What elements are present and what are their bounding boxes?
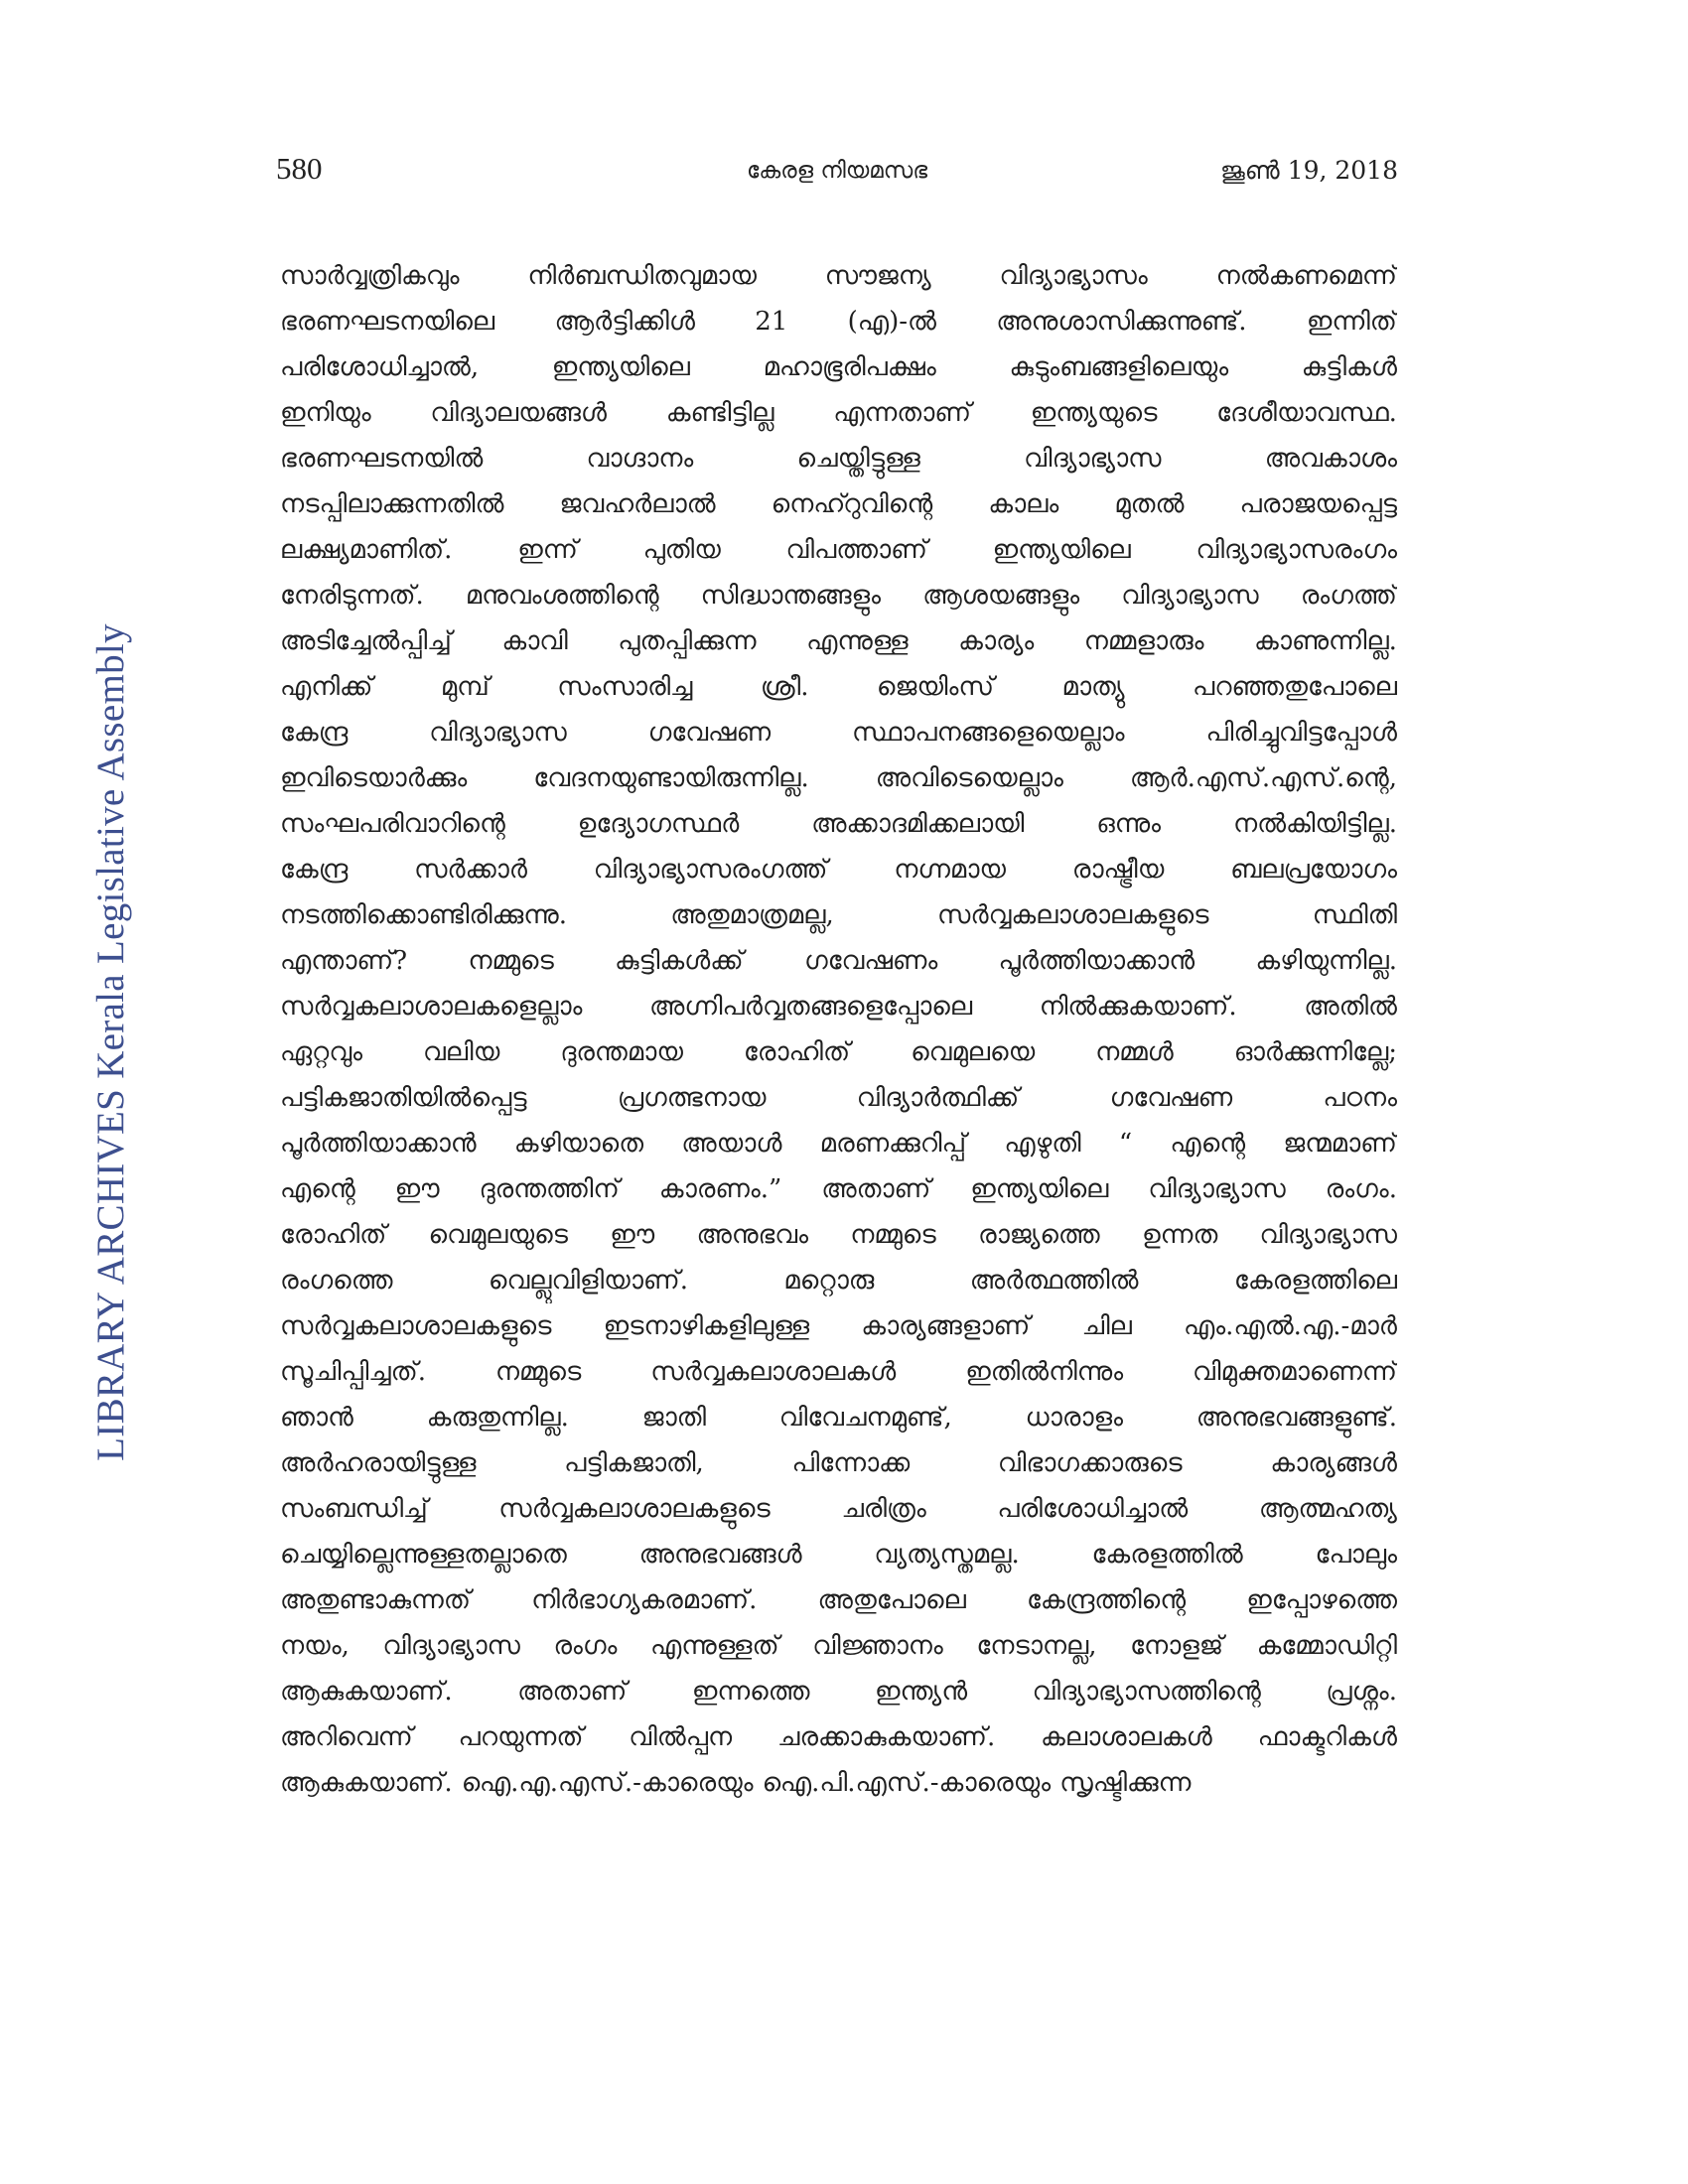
body-word: എന്റെ	[1170, 1129, 1246, 1159]
body-word: വിദ്യാർത്ഥിക്ക്	[856, 1083, 1020, 1113]
body-word: വിദ്യാഭ്യാസ	[1024, 444, 1162, 474]
body-line	[280, 847, 1397, 892]
body-word: അതാണ്	[517, 1677, 628, 1706]
body-word: വേദനയുണ്ടായിരുന്നില്ല.	[533, 763, 809, 793]
body-word: നേരിടുന്നത്.	[280, 581, 424, 611]
body-word: കേരളത്തിൽ	[1091, 1540, 1243, 1570]
body-word: അനുഭവങ്ങളുണ്ട്.	[1196, 1403, 1397, 1433]
body-word: കാണുന്നില്ല.	[1254, 626, 1397, 656]
body-word: 21	[755, 307, 788, 337]
body-word: കേന്ദ്ര	[280, 855, 349, 885]
body-word: ദുരന്തമായ	[560, 1037, 683, 1067]
body-word: സർവ്വകലാശാലകളെല്ലാം	[280, 992, 583, 1022]
body-line	[280, 1623, 1397, 1669]
body-word: എന്നുള്ളത്	[649, 1631, 779, 1661]
body-word: രംഗം.	[1325, 1174, 1397, 1204]
body-word: കമ്മോഡിറ്റി	[1256, 1631, 1397, 1661]
body-word: സാർവ്വത്രികവും	[280, 261, 460, 291]
body-word: വിഭാഗക്കാരുടെ	[997, 1448, 1183, 1478]
body-word: നമ്മളാരും	[1083, 626, 1204, 656]
body-word: അതുപോലെ	[817, 1585, 966, 1615]
body-word: അറിവെന്ന്	[280, 1722, 413, 1752]
body-word: ആർ.എസ്.എസ്.ന്റെ,	[1129, 763, 1397, 793]
body-word: സ്ഥാപനങ്ങളെയെല്ലാം	[852, 718, 1125, 748]
body-word: വാഗ്ദാനം	[586, 444, 694, 474]
body-word: നമ്മുടെ	[494, 1357, 582, 1387]
body-word: പിന്നോക്ക	[791, 1448, 911, 1478]
body-word: നിർബന്ധിതവുമായ	[527, 261, 757, 291]
running-title: കേരള നിയമസഭ	[746, 158, 928, 184]
body-line	[280, 1486, 1397, 1532]
body-word: നടപ്പിലാക്കുന്നതിൽ	[280, 489, 504, 519]
body-line	[280, 1075, 1397, 1121]
body-word: ആകുകയാണ്.	[280, 1768, 453, 1798]
body-word: നമ്മൾ	[1095, 1037, 1174, 1067]
body-word: ഐ.എ.എസ്.-കാരെയും	[461, 1768, 754, 1798]
body-word: അക്കാദമിക്കലായി	[811, 809, 1025, 839]
body-word: ഫാക്ടറികൾ	[1257, 1722, 1397, 1752]
body-word: അതുണ്ടാകുന്നത്	[280, 1585, 471, 1615]
body-word: ചെയ്യില്ലെന്നുള്ളതല്ലാതെ	[280, 1540, 567, 1570]
body-word: ഇന്ത്യൻ	[875, 1677, 968, 1706]
body-word: നടത്തിക്കൊണ്ടിരിക്കുന്നു.	[280, 900, 567, 930]
body-word: പൂർത്തിയാക്കാൻ	[998, 946, 1196, 976]
body-word: ഇന്ത്യയിലെ	[970, 1174, 1109, 1204]
body-word: ജെയിംസ്	[876, 672, 995, 702]
body-word: രോഹിത്	[280, 1220, 387, 1250]
body-word: അയാൾ	[681, 1129, 782, 1159]
body-line	[280, 664, 1397, 710]
body-word: കാര്യം	[958, 626, 1035, 656]
body-word: ഇന്ത്യയിലെ	[551, 352, 690, 382]
body-word: രംഗം	[553, 1631, 618, 1661]
body-word: സംസാരിച്ച	[557, 672, 693, 702]
body-word: ഇന്ത്യയിലെ	[992, 535, 1131, 565]
body-line	[280, 253, 1397, 299]
body-word: ഇന്ന്	[517, 535, 578, 565]
body-word: വിമുക്തമാണെന്ന്	[1193, 1357, 1397, 1387]
body-word: കാവി	[501, 626, 568, 656]
body-word: സംഘപരിവാറിന്റെ	[280, 809, 505, 839]
body-word: കണ്ടിട്ടില്ല	[665, 398, 774, 428]
body-word: വിപത്താണ്	[785, 535, 927, 565]
body-word: ആശയങ്ങളും	[922, 581, 1080, 611]
body-line	[280, 1349, 1397, 1395]
body-word: ജന്മമാണ്	[1283, 1129, 1397, 1159]
body-word: വിദ്യാഭ്യാസ	[1148, 1174, 1286, 1204]
body-word: ഞാൻ	[280, 1403, 353, 1433]
body-word: ഇപ്പോഴത്തെ	[1246, 1585, 1397, 1615]
body-word: രാഷ്ട്രീയ	[1071, 855, 1165, 885]
body-word: കുട്ടികൾ	[1301, 352, 1397, 382]
body-word: സർവ്വകലാശാലകളുടെ	[280, 1311, 552, 1341]
body-word: സൗജന്യ	[824, 261, 931, 291]
body-word: അർത്ഥത്തിൽ	[969, 1266, 1139, 1296]
page-number: 580	[276, 151, 323, 186]
body-word: അഗ്നിപർവ്വതങ്ങളെപ്പോലെ	[648, 992, 973, 1022]
body-word: പോലും	[1315, 1540, 1397, 1570]
body-word: എന്നുള്ള	[806, 626, 909, 656]
body-word: മുമ്പ്	[440, 672, 490, 702]
body-word: കാരണം.”	[658, 1174, 782, 1204]
body-word: വിദ്യാഭ്യാസ	[1259, 1220, 1397, 1250]
body-word: പുതപ്പിക്കുന്ന	[618, 626, 757, 656]
body-word: വിൽപ്പന	[629, 1722, 733, 1752]
body-word: ചരിത്രം	[841, 1494, 926, 1524]
body-line	[280, 1121, 1397, 1166]
body-word: അനുഭവം	[696, 1220, 808, 1250]
body-word: സർവ്വകലാശാലകൾ	[650, 1357, 897, 1387]
body-word: അനുശാസിക്കുന്നുണ്ട്.	[996, 307, 1247, 337]
body-word: നിർഭാഗ്യകരമാണ്.	[531, 1585, 758, 1615]
body-word: ജാതി	[641, 1403, 707, 1433]
body-word: നെഹ്റുവിന്റെ	[771, 489, 933, 519]
body-word: പ്രശ്നം.	[1326, 1677, 1397, 1706]
body-word: സർവ്വകലാശാലകളുടെ	[498, 1494, 771, 1524]
body-word: രോഹിത്	[743, 1037, 851, 1067]
body-word: ഇനിയും	[280, 398, 371, 428]
body-word: ഇതിൽനിന്നും	[965, 1357, 1124, 1387]
body-word: കേന്ദ്ര	[280, 718, 349, 748]
body-word: വിദ്യാലയങ്ങൾ	[430, 398, 608, 428]
header-date: ജൂൺ 19, 2018	[1219, 156, 1398, 185]
body-word: കേന്ദ്രത്തിന്റെ	[1027, 1585, 1187, 1615]
body-word: ഉദ്യോഗസ്ഥർ	[577, 809, 740, 839]
body-word: എന്നതാണ്	[833, 398, 972, 428]
body-word: പരിശോധിച്ചാൽ	[997, 1494, 1189, 1524]
body-word: വിദ്യാഭ്യാസം	[999, 261, 1148, 291]
body-word: പരിശോധിച്ചാൽ,	[280, 352, 480, 382]
body-word: പൂർത്തിയാക്കാൻ	[280, 1129, 477, 1159]
body-word: ആകുകയാണ്.	[280, 1677, 453, 1706]
body-line	[280, 984, 1397, 1029]
body-word: ഗവേഷണം	[803, 946, 938, 976]
body-word: സർക്കാർ	[414, 855, 527, 885]
body-word: നൽകിയിട്ടില്ല.	[1232, 809, 1397, 839]
body-word: മറ്റൊരു	[783, 1266, 875, 1296]
body-word: ഭരണഘടനയിൽ	[280, 444, 484, 474]
body-word: കഴിയുന്നില്ല.	[1255, 946, 1397, 976]
body-line	[280, 1212, 1397, 1258]
body-word: വെമുലയെ	[911, 1037, 1036, 1067]
body-line	[280, 1395, 1397, 1440]
body-word: വിജ്ഞാനം	[812, 1631, 943, 1661]
body-word: വിദ്യാഭ്യാസരംഗം	[1196, 535, 1397, 565]
body-word: നോളജ്	[1130, 1631, 1224, 1661]
body-word: ചില	[1081, 1311, 1132, 1341]
body-word: ഉന്നത	[1141, 1220, 1218, 1250]
body-word: ജവഹർലാൽ	[559, 489, 716, 519]
body-word: സർവ്വകലാശാലകളുടെ	[937, 900, 1209, 930]
body-line	[280, 573, 1397, 618]
body-word: എന്റെ	[280, 1174, 355, 1204]
body-word: ചരക്കാകുകയാണ്.	[776, 1722, 996, 1752]
body-word: നമ്മുടെ	[468, 946, 554, 976]
body-word: മുതൽ	[1114, 489, 1185, 519]
body-word: ദുരന്തത്തിന്	[479, 1174, 620, 1204]
body-word: പറയുന്നത്	[458, 1722, 584, 1752]
body-word: അർഹരായിട്ടുള്ള	[280, 1448, 477, 1478]
body-word: ഒന്നും	[1096, 809, 1162, 839]
body-word: കേരളത്തിലെ	[1233, 1266, 1397, 1296]
body-line	[280, 344, 1397, 390]
page-header	[276, 149, 1398, 199]
body-word: പ്രഗത്ഭനായ	[617, 1083, 767, 1113]
body-line	[280, 801, 1397, 847]
body-word: ബലപ്രയോഗം	[1230, 855, 1397, 885]
body-word: പട്ടികജാതിയിൽപ്പെട്ട	[280, 1083, 527, 1113]
body-word: ആത്മഹത്യ	[1258, 1494, 1397, 1524]
body-line	[280, 1577, 1397, 1623]
body-word: എം.എൽ.എ.-മാർ	[1184, 1311, 1397, 1341]
body-word: രംഗത്ത്	[1300, 581, 1397, 611]
body-word: മനുവംശത്തിന്റെ	[465, 581, 659, 611]
body-word: വിദ്യാഭ്യാസ	[429, 718, 567, 748]
body-line	[280, 1669, 1397, 1714]
body-word: സിദ്ധാന്തങ്ങളും	[700, 581, 882, 611]
body-word: വിദ്യാഭ്യാസ	[1121, 581, 1259, 611]
body-word: ഇന്നിത്	[1306, 307, 1397, 337]
body-word: നൽകണമെന്ന്	[1215, 261, 1397, 291]
body-line	[280, 299, 1397, 344]
body-word: കുട്ടികൾക്ക്	[615, 946, 744, 976]
body-word: “	[1118, 1129, 1133, 1159]
body-line	[280, 436, 1397, 481]
body-word: സൃഷ്ടിക്കുന്ന	[1059, 1768, 1192, 1798]
body-word: സൂചിപ്പിച്ചത്.	[280, 1357, 426, 1387]
body-line	[280, 710, 1397, 755]
body-word: ദേശീയാവസ്ഥ.	[1216, 398, 1397, 428]
body-word: ഓർക്കുന്നില്ലേ;	[1233, 1037, 1397, 1067]
body-line	[280, 1166, 1397, 1212]
body-word: പറഞ്ഞതുപോലെ	[1192, 672, 1397, 702]
body-word: ചെയ്തിട്ടുള്ള	[796, 444, 920, 474]
body-word: ലക്ഷ്യമാണിത്.	[280, 535, 453, 565]
body-line	[280, 1532, 1397, 1577]
body-word: ഇവിടെയാർക്കും	[280, 763, 468, 793]
body-line	[280, 938, 1397, 984]
body-word: കഴിയാതെ	[513, 1129, 644, 1159]
body-line	[280, 1303, 1397, 1349]
body-word: മഹാഭൂരിപക്ഷം	[763, 352, 936, 382]
body-word: ഭരണഘടനയിലെ	[280, 307, 495, 337]
body-word: രാജ്യത്തെ	[977, 1220, 1100, 1250]
body-word: ഈ	[610, 1220, 655, 1250]
body-word: ഈ	[394, 1174, 440, 1204]
body-word: ധാരാളം	[1025, 1403, 1123, 1433]
body-word: നിൽക്കുകയാണ്.	[1039, 992, 1237, 1022]
body-word: പുതിയ	[642, 535, 721, 565]
body-word: നയം,	[280, 1631, 350, 1661]
body-word: കാര്യങ്ങളാണ്	[861, 1311, 1031, 1341]
body-line	[280, 1440, 1397, 1486]
body-word: ഗവേഷണ	[647, 718, 772, 748]
body-word: ഇന്ത്യയുടെ	[1030, 398, 1158, 428]
body-line	[280, 390, 1397, 436]
body-word: എന്താണ്?	[280, 946, 408, 976]
body-word: വിദ്യാഭ്യാസരംഗത്ത്	[593, 855, 828, 885]
body-word: ആർട്ടിക്കിൾ	[554, 307, 695, 337]
body-word: അതാണ്	[821, 1174, 931, 1204]
body-word: അടിച്ചേൽപ്പിച്ച്	[280, 626, 452, 656]
body-word: വിദ്യാഭ്യാസത്തിന്റെ	[1032, 1677, 1261, 1706]
body-word: പിരിച്ചുവിട്ടപ്പോൾ	[1205, 718, 1397, 748]
body-word: കാര്യങ്ങൾ	[1270, 1448, 1397, 1478]
body-line	[280, 755, 1397, 801]
body-word: വെല്ലുവിളിയാണ്.	[488, 1266, 688, 1296]
body-word: പട്ടികജാതി,	[564, 1448, 704, 1478]
body-word: ഇന്നത്തെ	[691, 1677, 810, 1706]
body-word: പരാജയപ്പെട്ട	[1239, 489, 1397, 519]
body-line	[280, 481, 1397, 527]
body-word: അനുഭവങ്ങൾ	[638, 1540, 802, 1570]
body-line	[280, 892, 1397, 938]
body-word: കാലം	[988, 489, 1059, 519]
body-line	[280, 1029, 1397, 1075]
body-word: കരുതുന്നില്ല.	[426, 1403, 569, 1433]
body-line	[280, 527, 1397, 573]
body-word: (എ)-ൽ	[847, 307, 936, 337]
body-word: മരണക്കുറിപ്പ്	[819, 1129, 967, 1159]
body-line	[280, 618, 1397, 664]
body-word: അവകാശം	[1264, 444, 1397, 474]
body-word: ശ്രീ.	[760, 672, 809, 702]
body-word: അതുമാത്രമല്ല,	[670, 900, 834, 930]
body-word: സ്ഥിതി	[1312, 900, 1397, 930]
body-word: അവിടെയെല്ലാം	[875, 763, 1063, 793]
body-word: സംബന്ധിച്ച്	[280, 1494, 428, 1524]
body-word: നേടാനല്ല,	[976, 1631, 1097, 1661]
body-word: കലാശാലകൾ	[1041, 1722, 1212, 1752]
body-word: മാത്യു	[1061, 672, 1125, 702]
body-word: ഏറ്റവും	[280, 1037, 363, 1067]
body-line	[280, 1258, 1397, 1303]
body-word: വലിയ	[423, 1037, 500, 1067]
body-word: വ്യത്യസ്തമല്ല.	[874, 1540, 1020, 1570]
body-word: വിവേചനമുണ്ട്,	[778, 1403, 952, 1433]
body-word: ഗവേഷണ	[1109, 1083, 1233, 1113]
body-line	[280, 1714, 1397, 1760]
body-word: എഴുതി	[1004, 1129, 1081, 1159]
archive-watermark: LIBRARY ARCHIVES Kerala Legislative Assembly	[89, 623, 132, 1461]
body-word: നഗ്നമായ	[894, 855, 1006, 885]
body-word: കുടുംബങ്ങളിലെയും	[1009, 352, 1229, 382]
body-word: ഐ.പി.എസ്.-കാരെയും	[762, 1768, 1052, 1798]
body-line	[280, 1760, 1397, 1806]
body-word: എനിക്ക്	[280, 672, 373, 702]
body-word: അതിൽ	[1304, 992, 1397, 1022]
body-word: രംഗത്തെ	[280, 1266, 393, 1296]
body-word: ഇടനാഴികളിലുള്ള	[603, 1311, 810, 1341]
body-word: വിദ്യാഭ്യാസ	[382, 1631, 520, 1661]
body-word: നമ്മുടെ	[850, 1220, 936, 1250]
body-word: വെമുലയുടെ	[428, 1220, 568, 1250]
body-word: പഠനം	[1323, 1083, 1397, 1113]
body-text	[280, 253, 1397, 1806]
